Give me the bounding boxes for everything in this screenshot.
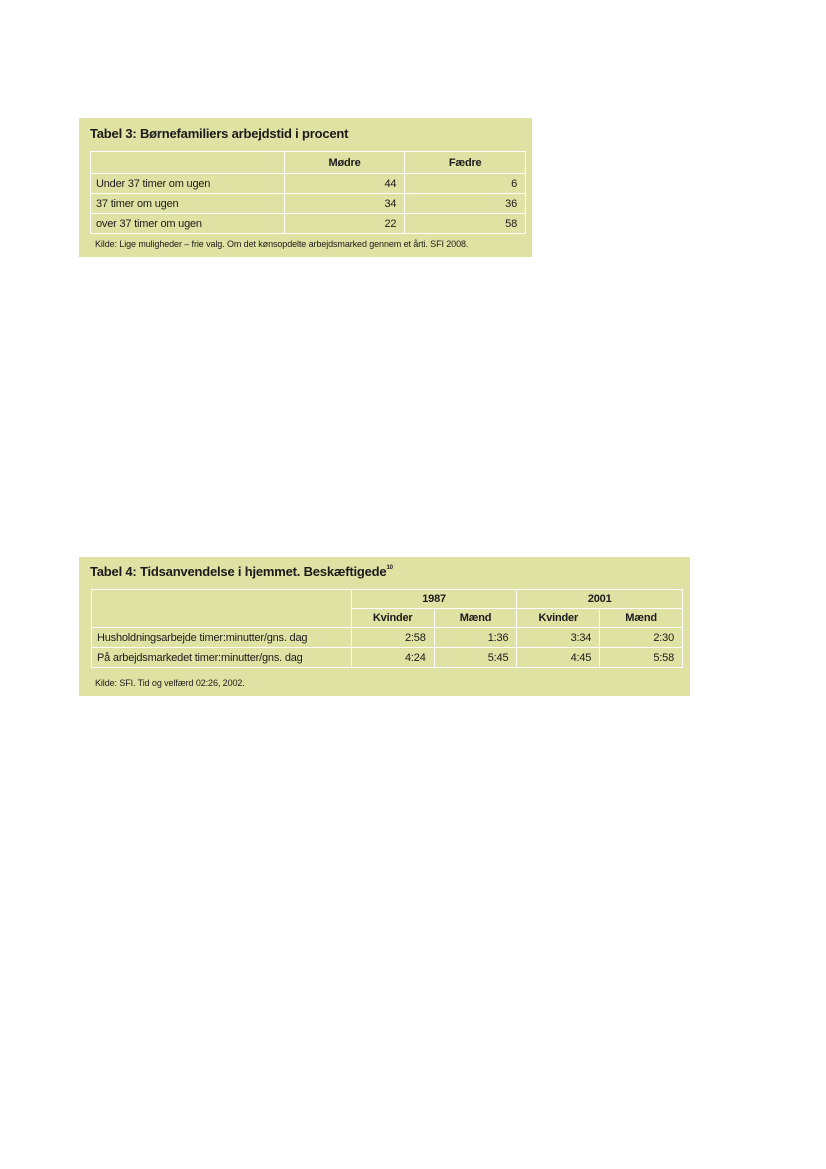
row-label: På arbejdsmarkedet timer:minutter/gns. dag <box>92 648 352 668</box>
year-header: 1987 <box>351 590 517 609</box>
cell-value: 5:45 <box>434 648 517 668</box>
year-header: 2001 <box>517 590 683 609</box>
header-cell-faedre: Fædre <box>405 152 526 174</box>
header-cell-empty <box>92 590 352 628</box>
cell-value: 4:24 <box>351 648 434 668</box>
table-row <box>92 648 683 668</box>
cell-value: 44 <box>284 174 405 194</box>
subheader-kvinder: Kvinder <box>351 609 434 628</box>
cell-value: 6 <box>405 174 526 194</box>
cell-value: 5:58 <box>600 648 683 668</box>
footnote-marker: 10 <box>386 565 393 571</box>
table-3-title: Tabel 3: Børnefamiliers arbejdstid i procent <box>90 126 349 141</box>
table-4-title-text: Tabel 4: Tidsanvendelse i hjemmet. Beskæftigede <box>90 564 387 579</box>
cell-value: 1:36 <box>434 628 517 648</box>
cell-value: 4:45 <box>517 648 600 668</box>
row-label: over 37 timer om ugen <box>91 214 285 234</box>
table-row <box>91 214 526 234</box>
header-cell-empty <box>91 152 285 174</box>
table-header-row <box>91 152 526 174</box>
cell-value: 2:58 <box>351 628 434 648</box>
table-3 <box>90 151 526 234</box>
table-4-title <box>90 564 393 579</box>
subheader-maend: Mænd <box>434 609 517 628</box>
table-row <box>91 194 526 214</box>
cell-value: 36 <box>405 194 526 214</box>
cell-value: 2:30 <box>600 628 683 648</box>
table-year-row <box>92 590 683 609</box>
table-row <box>92 628 683 648</box>
cell-value: 34 <box>284 194 405 214</box>
row-label: Husholdningsarbejde timer:minutter/gns. dag <box>92 628 352 648</box>
cell-value: 22 <box>284 214 405 234</box>
row-label: 37 timer om ugen <box>91 194 285 214</box>
table-4-panel <box>79 557 690 696</box>
table-3-panel <box>79 118 532 257</box>
cell-value: 58 <box>405 214 526 234</box>
header-cell-modre: Mødre <box>284 152 405 174</box>
row-label: Under 37 timer om ugen <box>91 174 285 194</box>
subheader-kvinder: Kvinder <box>517 609 600 628</box>
table-row <box>91 174 526 194</box>
table-4 <box>91 589 683 668</box>
cell-value: 3:34 <box>517 628 600 648</box>
table-4-source: Kilde: SFI. Tid og velfærd 02:26, 2002. <box>95 678 245 688</box>
subheader-maend: Mænd <box>600 609 683 628</box>
table-3-source: Kilde: Lige muligheder – frie valg. Om det kønsopdelte arbejdsmarked gennem et årti. SFI 2008. <box>95 239 469 249</box>
